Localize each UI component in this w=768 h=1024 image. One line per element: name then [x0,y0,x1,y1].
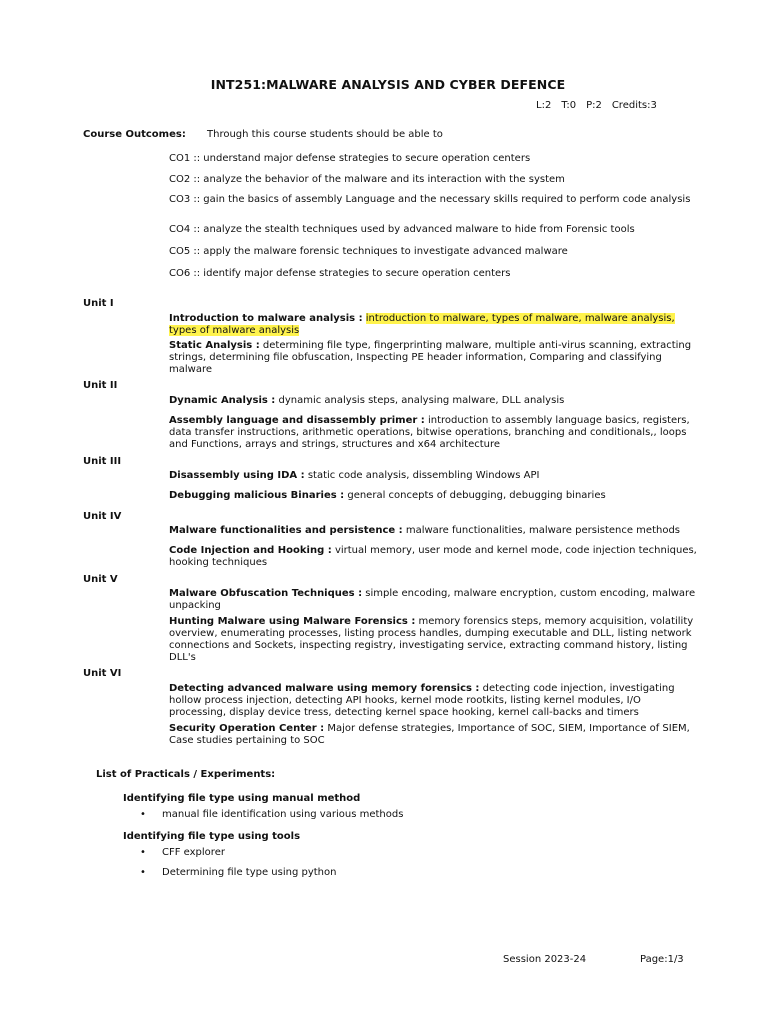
credits: Credits:3 [611,100,657,111]
topic-text: malware functionalities, malware persistence methods [405,525,681,536]
experiment-title: Identifying file type using manual method [123,793,361,804]
topic-heading: Debugging malicious Binaries : [169,490,345,501]
course-outcome: CO3 :: gain the basics of assembly Language and the necessary skills required to perform code analysis [169,194,691,205]
unit-label: Unit II [83,380,118,391]
topic-text: virtual memory, user mode and kernel mode, code injection techniques, hooking techniques [169,545,697,568]
practicals-title: List of Practicals / Experiments: [96,769,276,780]
unit-label: Unit VI [83,668,122,679]
bullet-icon: • [140,847,146,858]
unit-topic [169,395,699,407]
unit-topic [169,545,699,569]
topic-text: dynamic analysis steps, analysing malware, DLL analysis [278,395,565,406]
topic-text: Major defense strategies, Importance of SOC, SIEM, Importance of SIEM, Case studies pertaining to SOC [169,723,690,746]
tutorial-hours: T:0 [561,100,577,111]
topic-text-highlighted: introduction to malware, types of malware, malware analysis, types of malware analysis [169,313,675,336]
unit-topic [169,313,699,337]
topic-heading: Malware functionalities and persistence : [169,525,403,536]
bullet-icon: • [140,809,146,820]
topic-heading: Security Operation Center : [169,723,325,734]
course-outcome: CO1 :: understand major defense strategies to secure operation centers [169,153,531,164]
topic-heading: Detecting advanced malware using memory forensics : [169,683,480,694]
unit-topic [169,340,699,376]
unit-label: Unit III [83,456,122,467]
course-outcome: CO2 :: analyze the behavior of the malware and its interaction with the system [169,174,565,185]
topic-text: introduction to assembly language basics, registers, data transfer instructions, arithmetic operations, bitwise operations, branching and conditionals,, loops and Functions, arrays and strings, structures and x64 architecture [169,415,690,450]
practical-hours: P:2 [586,100,602,111]
unit-topic [169,525,699,537]
topic-heading: Introduction to malware analysis : [169,313,363,324]
course-outcome: CO4 :: analyze the stealth techniques used by advanced malware to hide from Forensic tools [169,224,635,235]
unit-topic [169,470,699,482]
lecture-hours: L:2 [536,100,552,111]
topic-heading: Malware Obfuscation Techniques : [169,588,363,599]
experiment-item: CFF explorer [162,847,225,858]
experiment-item: Determining file type using python [162,867,337,878]
topic-heading: Disassembly using IDA : [169,470,305,481]
topic-heading: Code Injection and Hooking : [169,545,332,556]
course-outcome: CO6 :: identify major defense strategies to secure operation centers [169,268,511,279]
unit-label: Unit V [83,574,118,585]
topic-heading: Static Analysis : [169,340,260,351]
unit-topic [169,723,699,747]
unit-topic [169,415,699,451]
unit-topic [169,616,699,664]
course-outcome: CO5 :: apply the malware forensic techniques to investigate advanced malware [169,246,568,257]
unit-label: Unit I [83,298,114,309]
topic-text: static code analysis, dissembling Windows API [307,470,540,481]
footer-session: Session 2023-24 [503,954,587,965]
unit-topic [169,683,699,719]
topic-heading: Assembly language and disassembly primer : [169,415,425,426]
unit-label: Unit IV [83,511,122,522]
footer-page-number: Page:1/3 [640,954,684,965]
ltp-credits [536,100,667,112]
topic-heading: Dynamic Analysis : [169,395,276,406]
experiment-title: Identifying file type using tools [123,831,301,842]
topic-text: simple encoding, malware encryption, custom encoding, malware unpacking [169,588,696,611]
topic-text: memory forensics steps, memory acquisition, volatility overview, enumerating processes, listing process handles, dumping executable and DLL, listing network connections and Sockets, inspecting registry, investigating service, extracting command history, listing DLL's [169,616,694,663]
bullet-icon: • [140,867,146,878]
unit-topic [169,588,699,612]
topic-text: determining file type, fingerprinting malware, multiple anti-virus scanning, extracting strings, determining file obfuscation, Inspecting PE header information, Comparing and classifying malware [169,340,692,375]
topic-heading: Hunting Malware using Malware Forensics : [169,616,416,627]
course-outcomes-label: Course Outcomes: [83,129,186,140]
topic-text: general concepts of debugging, debugging binaries [347,490,606,501]
course-outcomes-intro: Through this course students should be able to [207,129,443,140]
document-title: INT251:MALWARE ANALYSIS AND CYBER DEFENCE [210,77,566,92]
experiment-item: manual file identification using various methods [162,809,404,820]
topic-text: detecting code injection, investigating hollow process injection, detecting API hooks, kernel mode rootkits, listing kernel modules, I/O processing, display device tress, detecting kernel space hooking, kernel call-backs and timers [169,683,675,718]
unit-topic [169,490,699,502]
